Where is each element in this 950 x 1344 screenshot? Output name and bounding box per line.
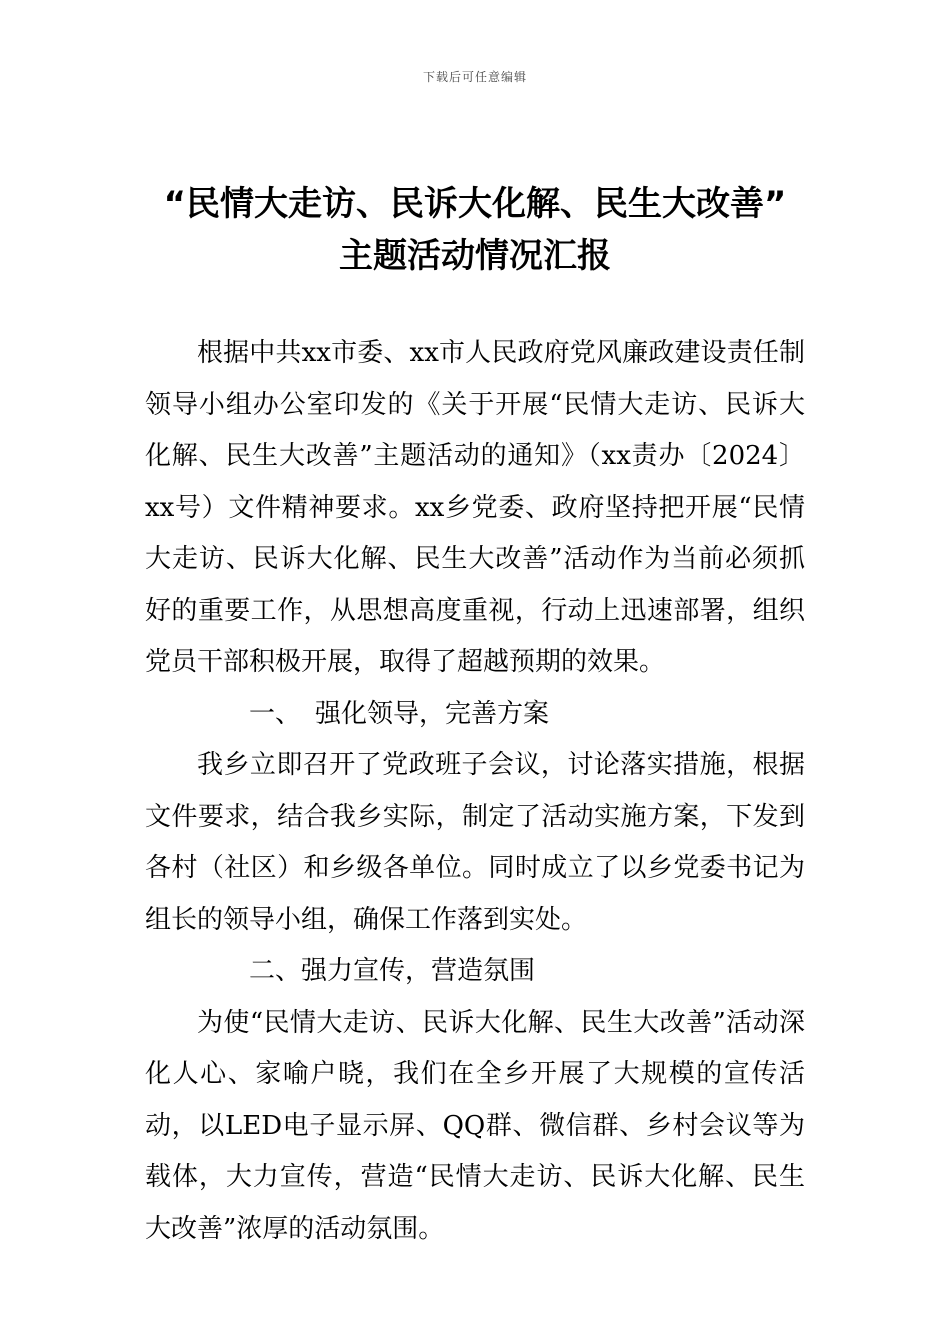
section-2-number: 二、 xyxy=(249,956,302,986)
section-1-number: 一、 xyxy=(249,698,302,729)
document-body xyxy=(145,328,805,1255)
intro-paragraph: 根据中共xx市委、xx市人民政府党风廉政建设责任制领导小组办公室印发的《关于开展“民情大走访、民诉大化解、民生大改善”主题活动的通知》（xx责办〔2024〕xx号）文件精神要求。xx乡党委、政府坚持把开展“民情大走访、民诉大化解、民生大改善”活动作为当前必须抓好的重要工作，从思想高度重视，行动上迅速部署，组织党员干部积极开展，取得了超越预期的效果。 xyxy=(145,338,805,677)
header-note: 下载后可任意编辑 xyxy=(422,70,527,84)
section-1-paragraph: 我乡立即召开了党政班子会议，讨论落实措施，根据文件要求，结合我乡实际，制定了活动实施方案，下发到各村（社区）和乡级各单位。同时成立了以乡党委书记为组长的领导小组，确保工作落到实处。 xyxy=(145,750,805,935)
document-title xyxy=(110,178,840,282)
section-1-heading xyxy=(145,689,805,741)
section-2-title: 强力宣传，营造氛围 xyxy=(301,956,536,986)
section-1-title: 强化领导，完善方案 xyxy=(315,698,550,729)
title-line-1: “民情大走访、民诉大化解、民生大改善” xyxy=(163,184,787,224)
title-line-2: 主题活动情况汇报 xyxy=(339,236,611,276)
section-2-paragraph: 为使“民情大走访、民诉大化解、民生大改善”活动深化人心、家喻户晓，我们在全乡开展了大规模的宣传活动，以LED电子显示屏、QQ群、微信群、乡村会议等为载体，大力宣传，营造“民情大走访、民诉大化解、民生大改善”浓厚的活动氛围。 xyxy=(145,1007,805,1244)
section-2-heading xyxy=(145,946,805,998)
